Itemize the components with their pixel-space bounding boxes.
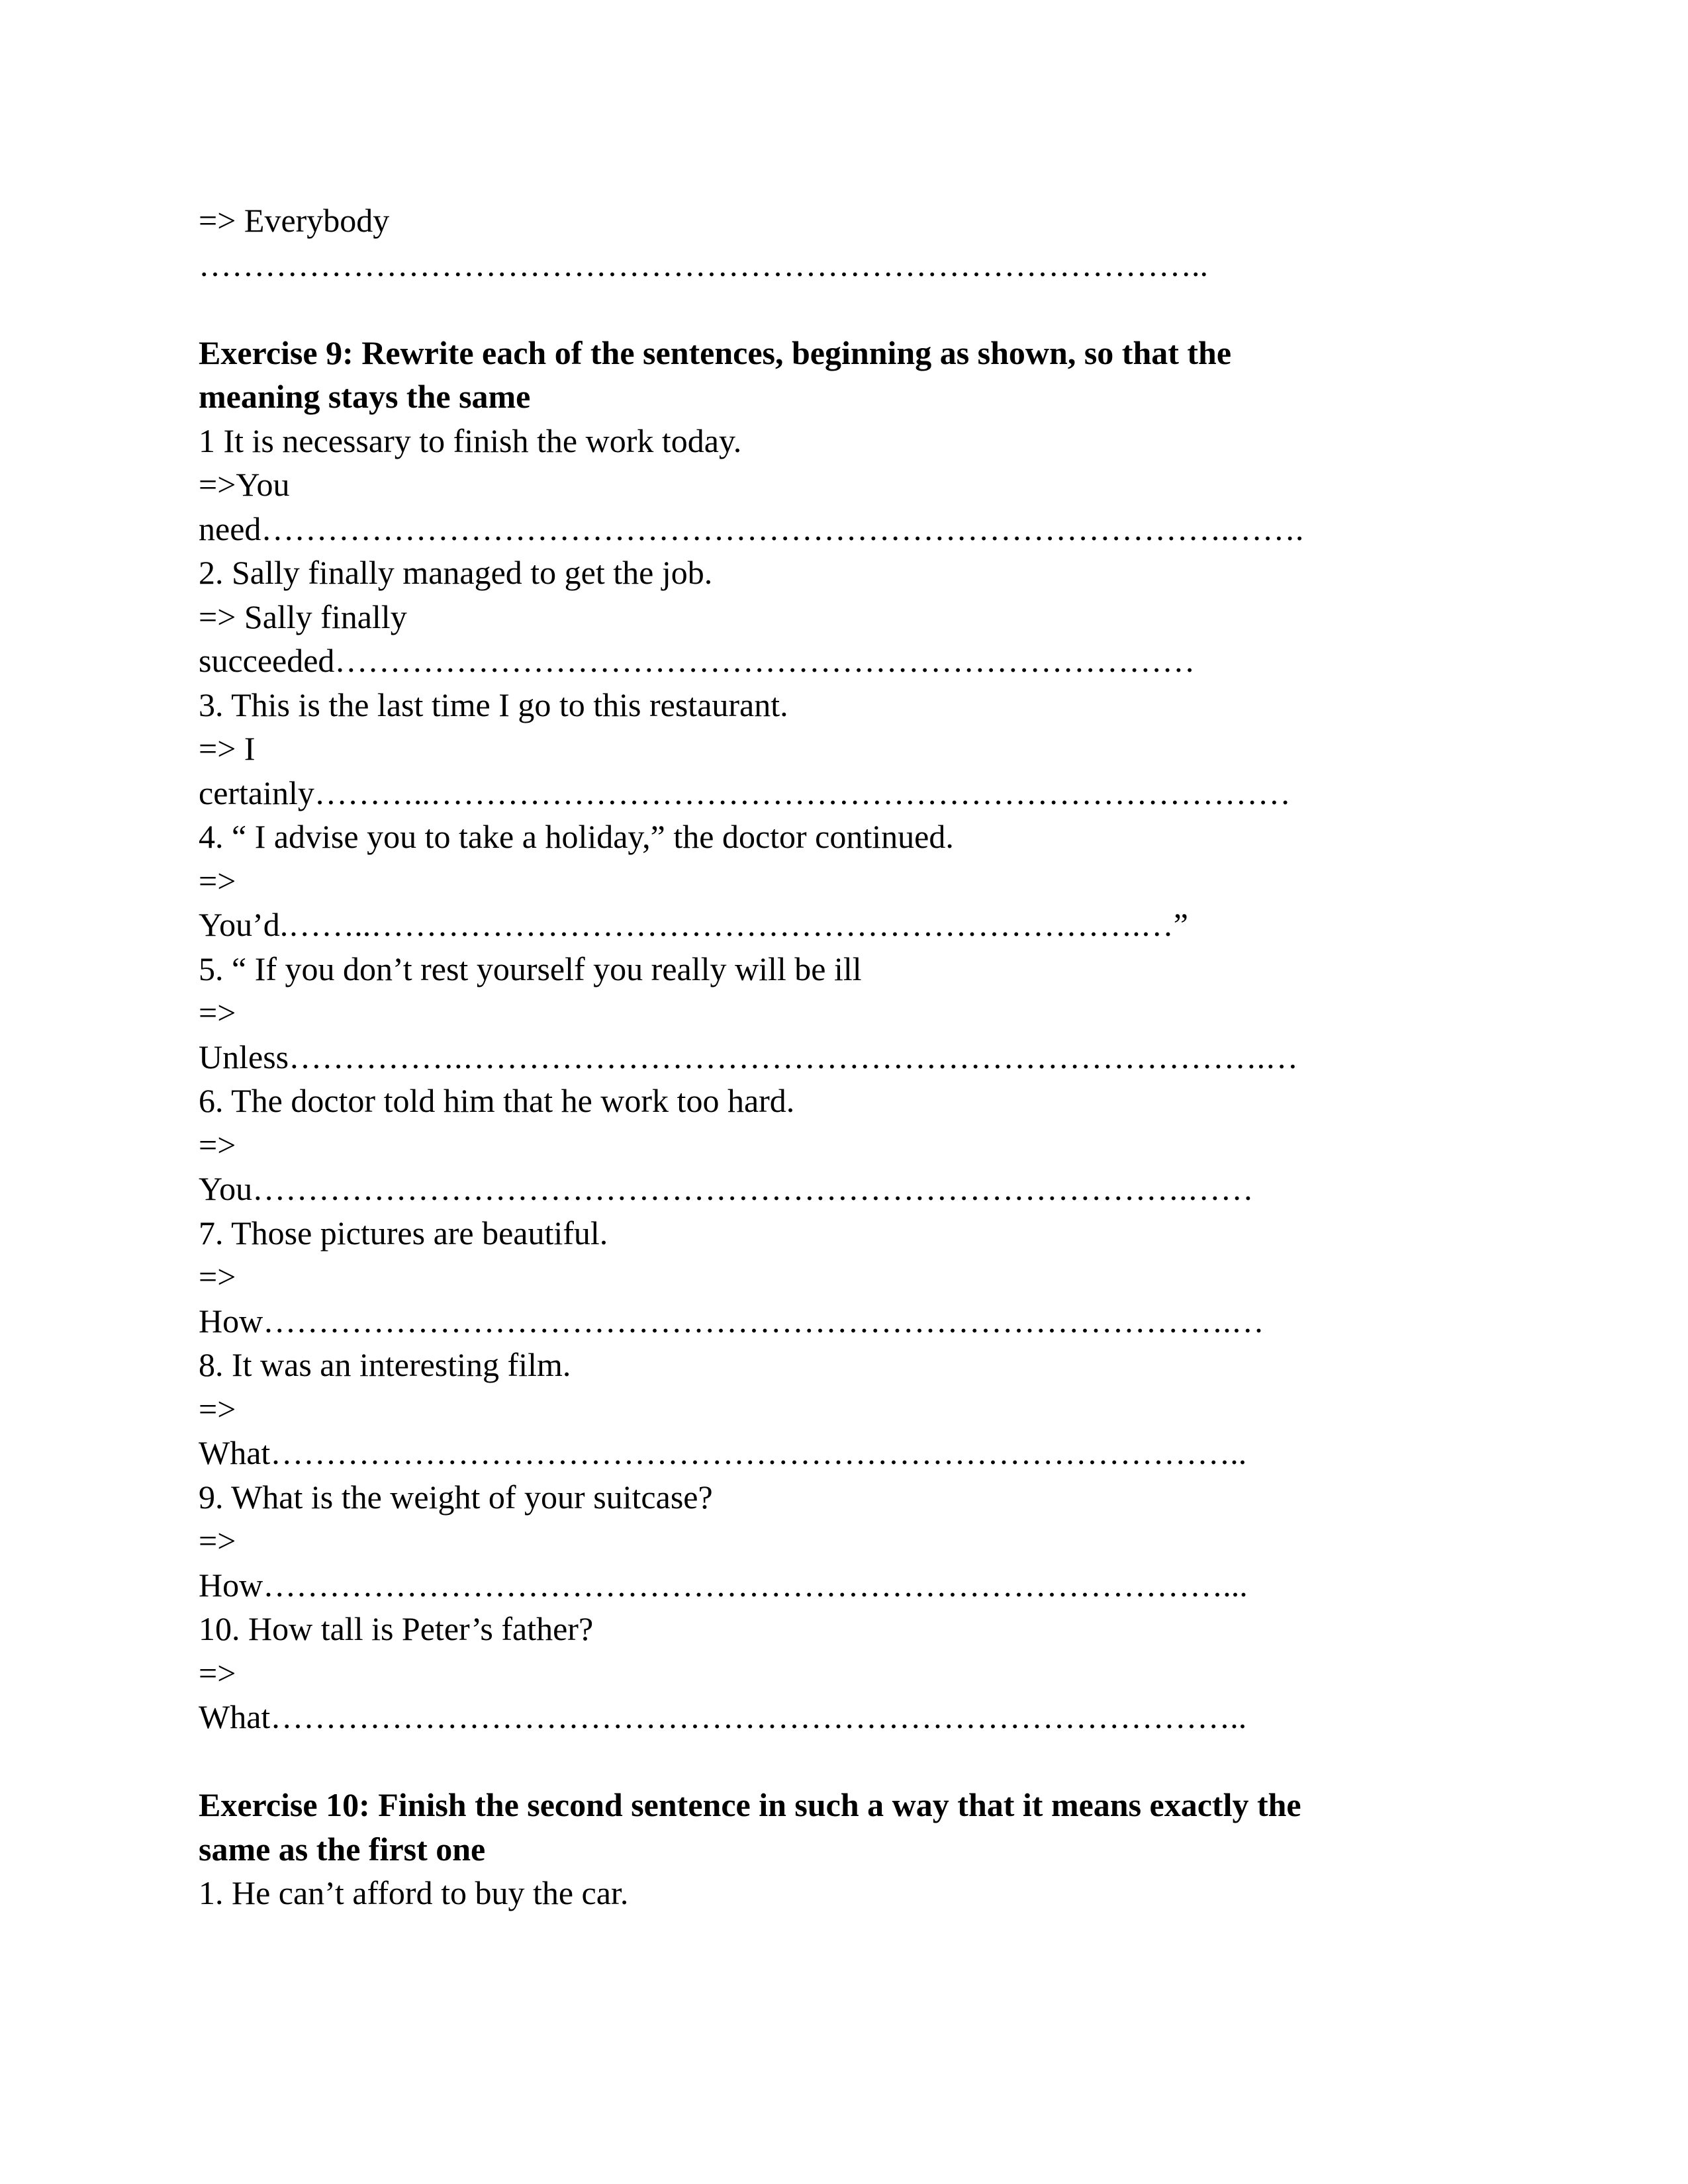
exercise-9-item-10	[199, 1607, 1496, 1739]
item-prompt: =>	[199, 1258, 236, 1295]
exercise-9-heading-line-1: Exercise 9: Rewrite each of the sentences, beginning as shown, so that the	[199, 334, 1232, 371]
item-answer-blank: What……………………………………………………………………………..	[199, 1698, 1247, 1735]
item-sentence: 6. The doctor told him that he work too hard.	[199, 1082, 795, 1119]
item-sentence: 4. “ I advise you to take a holiday,” the doctor continued.	[199, 818, 954, 855]
exercise-9-item-3	[199, 683, 1496, 815]
item-prompt: =>	[199, 1390, 236, 1428]
exercise-9-item-7	[199, 1211, 1496, 1343]
item-sentence: 10. How tall is Peter’s father?	[199, 1610, 594, 1647]
exercise-10-item-1	[199, 1871, 1496, 1915]
document-page	[199, 199, 1496, 1915]
exercise-9-item-2	[199, 551, 1496, 683]
item-prompt: =>	[199, 1522, 236, 1559]
item-prompt: =>	[199, 1654, 236, 1692]
item-answer-blank: Unless…………….……………………………………………………………….…	[199, 1038, 1299, 1075]
item-answer-blank: How……………………………………………………………………………...	[199, 1566, 1248, 1604]
item-sentence: 3. This is the last time I go to this restaurant.	[199, 686, 788, 723]
top-prompt: => Everybody	[199, 202, 390, 239]
exercise-10-heading-line-1: Exercise 10: Finish the second sentence in such a way that it means exactly the	[199, 1786, 1301, 1823]
item-sentence: 2. Sally finally managed to get the job.	[199, 554, 713, 591]
item-answer-blank: You………………………………………………………………………….……	[199, 1170, 1254, 1207]
item-prompt: => I	[199, 730, 256, 767]
item-answer-blank: How…………………………………………………………………………….…	[199, 1302, 1264, 1340]
item-answer-blank: need…………………………………………………………………………….…….	[199, 510, 1304, 547]
spacer	[199, 287, 1496, 331]
item-sentence: 5. “ If you don’t rest yourself you really will be ill	[199, 950, 862, 987]
item-sentence: 1. He can’t afford to buy the car.	[199, 1874, 629, 1911]
exercise-9-item-6	[199, 1079, 1496, 1211]
item-sentence: 1 It is necessary to finish the work today.	[199, 422, 742, 459]
exercise-9-item-1	[199, 419, 1496, 551]
item-prompt: =>	[199, 994, 236, 1031]
item-prompt: =>	[199, 1126, 236, 1163]
top-answer-blank: ………………………………………………………………………………..	[199, 246, 1208, 283]
exercise-10-heading-line-2: same as the first one	[199, 1830, 486, 1868]
exercise-9-heading-line-2: meaning stays the same	[199, 378, 531, 415]
exercise-9-item-4	[199, 815, 1496, 947]
item-answer-blank: succeeded……………………………………………………………………	[199, 642, 1196, 679]
item-answer-blank: certainly………..……………………………………………………………………	[199, 774, 1291, 811]
item-prompt: =>	[199, 862, 236, 899]
item-sentence: 7. Those pictures are beautiful.	[199, 1214, 608, 1251]
item-answer-blank: You’d.……..…………………………………………………………….…”	[199, 906, 1188, 943]
item-sentence: 9. What is the weight of your suitcase?	[199, 1478, 713, 1516]
item-answer-blank: What……………………………………………………………………………..	[199, 1434, 1247, 1471]
exercise-9-item-9	[199, 1475, 1496, 1608]
spacer	[199, 1739, 1496, 1784]
exercise-9-item-5	[199, 947, 1496, 1079]
exercise-9-item-8	[199, 1343, 1496, 1475]
item-sentence: 8. It was an interesting film.	[199, 1346, 571, 1383]
item-prompt: =>You	[199, 466, 290, 503]
item-prompt: => Sally finally	[199, 598, 407, 635]
